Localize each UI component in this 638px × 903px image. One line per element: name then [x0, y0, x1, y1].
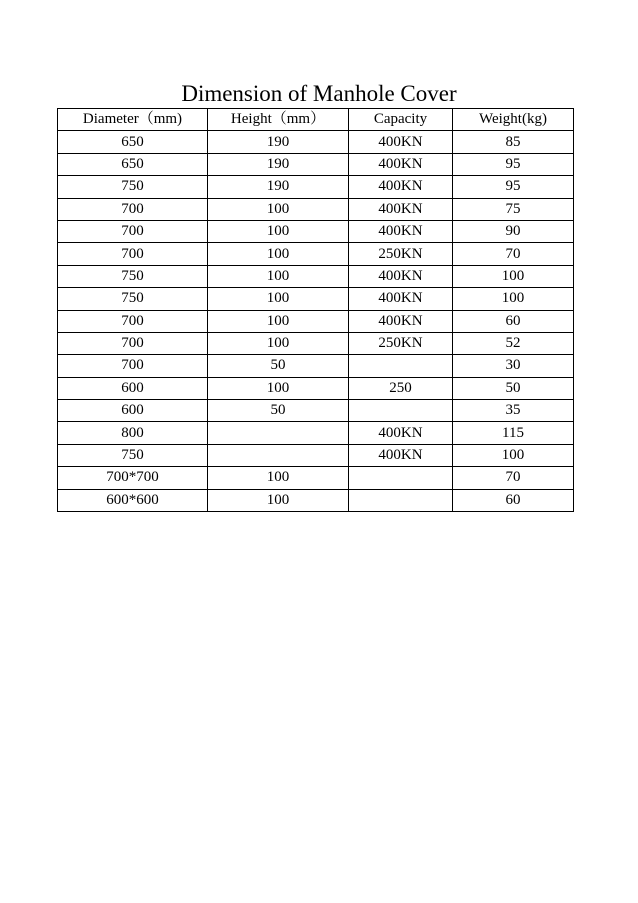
cell-diameter: 700	[58, 198, 208, 220]
cell-height: 100	[208, 377, 349, 399]
cell-weight: 50	[453, 377, 574, 399]
cell-weight: 115	[453, 422, 574, 444]
header-capacity: Capacity	[349, 109, 453, 131]
cell-weight: 60	[453, 489, 574, 511]
cell-capacity: 400KN	[349, 288, 453, 310]
table-row	[58, 467, 574, 489]
table-row	[58, 422, 574, 444]
cell-height: 100	[208, 332, 349, 354]
cell-capacity	[349, 355, 453, 377]
cell-weight: 52	[453, 332, 574, 354]
table-row	[58, 355, 574, 377]
cell-height: 100	[208, 489, 349, 511]
cell-diameter: 750	[58, 288, 208, 310]
cell-weight: 60	[453, 310, 574, 332]
cell-diameter: 750	[58, 176, 208, 198]
cell-height: 190	[208, 153, 349, 175]
cell-diameter: 700	[58, 332, 208, 354]
cell-diameter: 750	[58, 444, 208, 466]
cell-height	[208, 422, 349, 444]
cell-capacity: 400KN	[349, 198, 453, 220]
cell-diameter: 700	[58, 220, 208, 242]
cell-diameter: 600	[58, 400, 208, 422]
manhole-cover-table	[57, 108, 574, 512]
cell-height: 100	[208, 265, 349, 287]
cell-diameter: 650	[58, 153, 208, 175]
table-row	[58, 131, 574, 153]
cell-capacity	[349, 489, 453, 511]
cell-diameter: 650	[58, 131, 208, 153]
cell-capacity: 400KN	[349, 220, 453, 242]
cell-weight: 70	[453, 467, 574, 489]
table-row	[58, 489, 574, 511]
cell-height: 50	[208, 400, 349, 422]
cell-height: 100	[208, 288, 349, 310]
table-row	[58, 288, 574, 310]
cell-diameter: 700	[58, 243, 208, 265]
cell-weight: 95	[453, 153, 574, 175]
cell-capacity: 400KN	[349, 422, 453, 444]
cell-weight: 100	[453, 265, 574, 287]
cell-weight: 100	[453, 444, 574, 466]
cell-diameter: 700	[58, 310, 208, 332]
header-weight: Weight(kg)	[453, 109, 574, 131]
cell-diameter: 700*700	[58, 467, 208, 489]
cell-capacity: 250KN	[349, 243, 453, 265]
table-row	[58, 444, 574, 466]
cell-capacity	[349, 467, 453, 489]
cell-diameter: 600*600	[58, 489, 208, 511]
cell-diameter: 600	[58, 377, 208, 399]
cell-weight: 70	[453, 243, 574, 265]
cell-height: 100	[208, 243, 349, 265]
cell-height: 190	[208, 176, 349, 198]
table-row	[58, 332, 574, 354]
cell-height: 100	[208, 198, 349, 220]
cell-weight: 95	[453, 176, 574, 198]
table-body	[58, 131, 574, 512]
cell-height	[208, 444, 349, 466]
cell-capacity: 400KN	[349, 153, 453, 175]
table-row	[58, 198, 574, 220]
cell-weight: 30	[453, 355, 574, 377]
cell-capacity: 400KN	[349, 310, 453, 332]
cell-height: 50	[208, 355, 349, 377]
table-row	[58, 176, 574, 198]
cell-diameter: 800	[58, 422, 208, 444]
cell-weight: 100	[453, 288, 574, 310]
cell-capacity: 250	[349, 377, 453, 399]
table-row	[58, 265, 574, 287]
cell-height: 100	[208, 220, 349, 242]
document-title: Dimension of Manhole Cover	[181, 81, 457, 106]
cell-weight: 85	[453, 131, 574, 153]
cell-weight: 75	[453, 198, 574, 220]
header-row	[58, 109, 574, 131]
cell-capacity: 400KN	[349, 131, 453, 153]
table-row	[58, 220, 574, 242]
table-row	[58, 310, 574, 332]
header-diameter: Diameter（mm)	[58, 109, 208, 131]
cell-capacity: 400KN	[349, 265, 453, 287]
cell-diameter: 750	[58, 265, 208, 287]
cell-weight: 35	[453, 400, 574, 422]
cell-height: 100	[208, 310, 349, 332]
table-row	[58, 243, 574, 265]
cell-height: 100	[208, 467, 349, 489]
cell-capacity: 400KN	[349, 444, 453, 466]
header-height: Height（mm）	[208, 109, 349, 131]
cell-capacity: 250KN	[349, 332, 453, 354]
table-row	[58, 400, 574, 422]
table-header	[58, 109, 574, 131]
cell-diameter: 700	[58, 355, 208, 377]
cell-height: 190	[208, 131, 349, 153]
cell-weight: 90	[453, 220, 574, 242]
cell-capacity	[349, 400, 453, 422]
cell-capacity: 400KN	[349, 176, 453, 198]
table-row	[58, 377, 574, 399]
table-row	[58, 153, 574, 175]
